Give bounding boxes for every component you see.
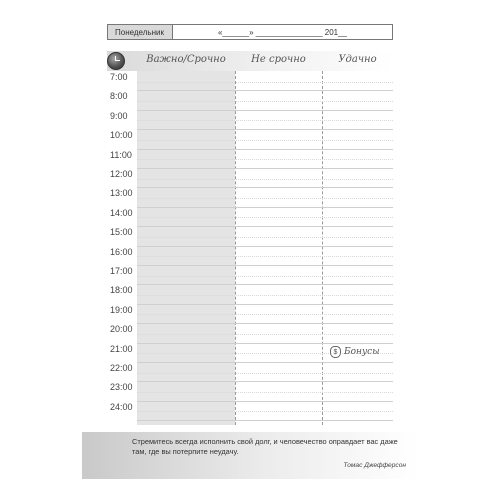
quote-footer	[82, 432, 418, 479]
hour-label: 22:00	[110, 363, 133, 373]
column-not-urgent-label: Не срочно	[251, 54, 306, 65]
hour-label: 23:00	[110, 382, 133, 393]
half-hour-rule	[137, 101, 393, 102]
bonus-section	[330, 346, 380, 358]
column-important-label: Важно/Срочно	[146, 54, 226, 65]
bonus-label: Бонусы	[344, 347, 380, 357]
hour-row[interactable]	[107, 72, 393, 91]
hour-label: 11:00	[110, 149, 132, 160]
hour-label: 12:00	[110, 169, 133, 179]
hour-label: 16:00	[110, 246, 133, 257]
hour-row[interactable]	[107, 150, 393, 169]
half-hour-rule	[137, 314, 393, 315]
hour-row[interactable]	[107, 285, 393, 304]
hour-row[interactable]	[107, 324, 393, 343]
half-hour-rule	[137, 217, 393, 218]
half-hour-rule	[137, 256, 393, 257]
money-bag-icon: $	[330, 346, 341, 358]
half-hour-rule	[137, 120, 393, 121]
daily-planner	[107, 51, 393, 425]
column-header-bar	[107, 51, 393, 71]
half-hour-rule	[137, 237, 393, 238]
hour-row[interactable]	[107, 247, 393, 266]
hour-label: 17:00	[110, 266, 133, 276]
hour-label: 19:00	[110, 304, 133, 315]
hour-label: 20:00	[110, 324, 133, 335]
hour-label: 13:00	[110, 188, 133, 199]
hour-label: 18:00	[110, 285, 133, 296]
column-luck-label: Удачно	[338, 54, 377, 65]
clock-icon	[107, 52, 125, 70]
quote-text: Стремитесь всегда исполнить свой долг, и человечество оправдает вас даже там, где вы потерпите неудачу.	[132, 437, 398, 456]
date-field[interactable]: «______» _______________ 201__	[217, 27, 348, 37]
half-hour-rule	[137, 276, 393, 277]
hour-row[interactable]	[107, 227, 393, 246]
hour-row[interactable]	[107, 111, 393, 130]
hour-row[interactable]	[107, 188, 393, 207]
hour-label: 8:00	[110, 91, 128, 102]
hour-row[interactable]	[107, 382, 393, 401]
day-header	[107, 24, 393, 40]
hour-row[interactable]	[107, 266, 393, 285]
hour-label: 15:00	[110, 227, 133, 238]
half-hour-rule	[137, 198, 393, 199]
hour-label: 10:00	[110, 130, 133, 141]
hour-label: 24:00	[110, 401, 133, 412]
half-hour-rule	[137, 392, 393, 393]
hour-label: 9:00	[110, 110, 128, 121]
half-hour-rule	[137, 82, 393, 83]
half-hour-rule	[137, 140, 393, 141]
hour-row[interactable]	[107, 402, 393, 421]
half-hour-rule	[137, 179, 393, 180]
half-hour-rule	[137, 295, 393, 296]
hour-label: 21:00	[110, 343, 133, 354]
half-hour-rule	[137, 159, 393, 160]
hour-row[interactable]	[107, 305, 393, 324]
half-hour-rule	[137, 373, 393, 374]
hour-row[interactable]	[107, 363, 393, 382]
hour-row[interactable]	[107, 169, 393, 188]
quote-author: Томас Джефферсон	[343, 462, 406, 469]
hour-row[interactable]	[107, 130, 393, 149]
half-hour-rule	[137, 334, 393, 335]
hour-rule	[137, 420, 393, 421]
hour-label: 7:00	[110, 72, 128, 82]
half-hour-rule	[137, 411, 393, 412]
hour-label: 14:00	[110, 207, 133, 218]
hour-row[interactable]	[107, 208, 393, 227]
day-name: Понедельник	[108, 25, 173, 39]
hour-row[interactable]	[107, 91, 393, 110]
